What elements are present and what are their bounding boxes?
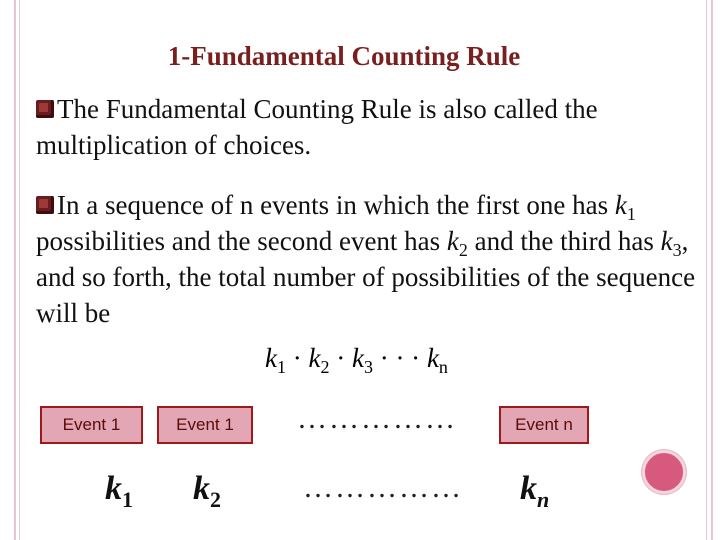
var-k: k (308, 343, 321, 373)
event-box-n (499, 406, 589, 444)
slide-title-text: 1-Fundamental Counting Rule (167, 41, 521, 71)
dots-row-2: …………… (303, 471, 463, 504)
subscript: n (438, 357, 448, 377)
subscript: n (537, 487, 550, 512)
var-k: k (446, 226, 459, 256)
event-box-2 (157, 406, 253, 444)
pink-circle-icon (642, 450, 686, 494)
subscript: 2 (210, 487, 221, 512)
dot-operator: · (292, 343, 302, 373)
dot-operator: · (336, 343, 346, 373)
dots-row-1: …………… (297, 402, 457, 435)
slide-title (0, 41, 720, 72)
kn-label (520, 470, 550, 512)
k2-label (193, 470, 221, 512)
subscript: 2 (458, 240, 468, 260)
bullet-2-text-a: In a sequence of n events in which the first one has (57, 190, 615, 220)
var-k: k (105, 470, 122, 507)
event-box-label: Event n (515, 415, 573, 434)
event-box-label: Event 1 (176, 415, 234, 434)
var-k: k (193, 470, 210, 507)
frame-line-left (14, 0, 16, 540)
checkbox-bullet-icon (36, 100, 54, 118)
var-k: k (660, 226, 673, 256)
bullet-2-text-b: possibilities and the second event has (36, 226, 447, 256)
bullet-2-text-c: and the third has (467, 226, 661, 256)
var-k: k (351, 343, 364, 373)
bullet-1-text: The Fundamental Counting Rule is also called the multiplication of choices. (36, 94, 598, 160)
subscript: 3 (672, 240, 682, 260)
event-box-1 (40, 406, 143, 444)
dot-ellipsis: · · · (379, 343, 421, 373)
var-k: k (614, 190, 627, 220)
bullet-2 (36, 187, 716, 331)
bullet-1 (36, 91, 716, 163)
subscript: 1 (122, 487, 133, 512)
subscript: 1 (276, 357, 286, 377)
subscript: 3 (363, 357, 373, 377)
bullet-2-text-d: , and so forth, the total number of possibilities of the sequence will be (36, 226, 696, 328)
frame-line-left-inner (19, 0, 20, 540)
var-k: k (520, 470, 537, 507)
subscript: 2 (320, 357, 330, 377)
var-k: k (426, 343, 439, 373)
var-k: k (265, 343, 277, 373)
product-formula (265, 340, 448, 376)
k1-label (105, 470, 133, 512)
subscript: 1 (626, 204, 636, 224)
checkbox-bullet-icon (36, 196, 54, 214)
event-box-label: Event 1 (62, 415, 121, 434)
